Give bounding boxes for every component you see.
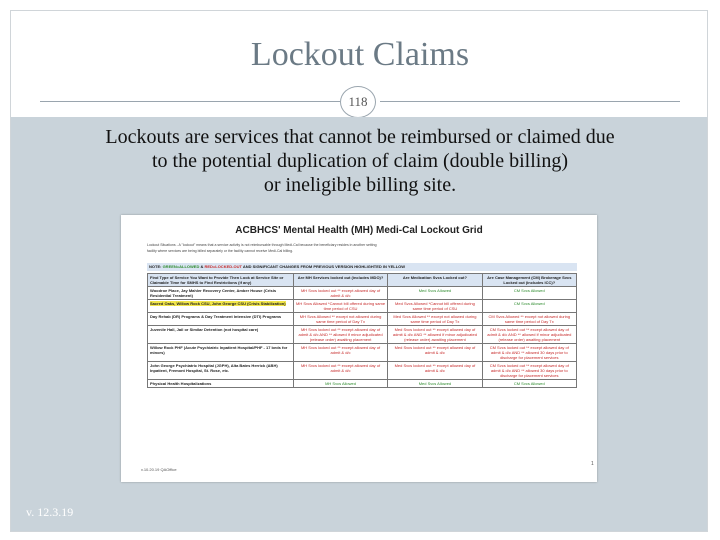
grid-cell-cm: CM Svcs locked out ** except allowed day of admit & d/c AND ** allowed if minor adjudicated (release order) awaiting placement xyxy=(482,326,576,344)
grid-cell-med: Med Svcs Allowed xyxy=(388,287,482,300)
grid-cell-mh: MH Svcs locked out ** except allowed day of admit & d/c AND ** allowed if minor adjudicated (release order) awaiting placement xyxy=(293,326,387,344)
grid-cell-site: Day Rehab (DR) Programs & Day Treatment Intensive (DTI) Programs xyxy=(148,313,294,326)
grid-note-amp: & xyxy=(199,264,205,269)
grid-cell-site: Juvenile Hall, Jail or Similar Detention (not hospital care) xyxy=(148,326,294,344)
grid-note xyxy=(147,263,577,271)
body-line-2: to the potential duplication of claim (double billing) xyxy=(151,150,568,172)
grid-cell-site: Woodroe Place, Jay Mahler Recovery Center, Amber House (Crisis Residential Treatment) xyxy=(148,287,294,300)
grid-note-prefix: NOTE: xyxy=(149,264,163,269)
grid-cell-mh: MH Svcs Allowed *Cannot bill offered during same time period of CSU xyxy=(293,300,387,313)
table-row xyxy=(148,380,577,388)
grid-table xyxy=(147,273,577,388)
grid-cell-med: Med Svcs Allowed *Cannot bill offered during same time period of CSU xyxy=(388,300,482,313)
grid-intro-line-1: Lockout Situations - A "lockout" means that a service activity is not reimbursable through Medi-Cal because the beneficiary resides in another setting xyxy=(147,243,377,247)
grid-col-header: Are MH Services locked out (includes MDO)? xyxy=(293,274,387,287)
grid-note-red: RED=LOCKED-OUT xyxy=(204,264,242,269)
grid-note-rest: AND SIGNIFICANT CHANGES FROM PREVIOUS VERSION HIGHLIGHTED IN YELLOW xyxy=(241,264,406,269)
table-row xyxy=(148,287,577,300)
grid-col-header: Find Type of Service You Want to Provide Then Look at Service Site or Claimable Time for SMHS to Find Restrictions (if any) xyxy=(148,274,294,287)
lockout-grid-image xyxy=(121,215,597,482)
grid-cell-med: Med Svcs Allowed ** except not allowed during same time period of Day Tx xyxy=(388,313,482,326)
table-row xyxy=(148,344,577,362)
grid-cell-site: Physical Health Hospitalizations xyxy=(148,380,294,388)
grid-cell-cm: CM Svcs Allowed xyxy=(482,380,576,388)
grid-title: ACBHCS' Mental Health (MH) Medi-Cal Lockout Grid xyxy=(235,225,483,236)
grid-intro-line-2: facility where services are being billed separately or the facility cannot receive Medi-Cal billing. xyxy=(147,249,294,253)
grid-cell-cm: CM Svcs locked out ** except allowed day of admit & d/c AND ** allowed 30 days prior to discharge for placement services xyxy=(482,362,576,380)
grid-cell-cm: CM Svcs Allowed ** except not allowed during same time period of Day Tx xyxy=(482,313,576,326)
grid-cell-mh: MH Svcs Allowed xyxy=(293,380,387,388)
grid-cell-site: Willow Rock PHF (Acute Psychiatric Inpatient Hospital/PHF - 17 beds for minors) xyxy=(148,344,294,362)
grid-cell-med: Med Svcs locked out ** except allowed day of admit & d/c AND ** allowed if minor adjudicated (release order) awaiting placement xyxy=(388,326,482,344)
table-row xyxy=(148,313,577,326)
body-line-1: Lockouts are services that cannot be reimbursed or claimed due xyxy=(105,126,615,148)
body-line-3: or ineligible billing site. xyxy=(263,174,457,196)
table-row xyxy=(148,362,577,380)
grid-cell-site xyxy=(148,300,294,313)
table-row xyxy=(148,326,577,344)
grid-cell-mh: MH Svcs locked out ** except allowed day of admit & d/c xyxy=(293,287,387,300)
grid-cell-site-text: Sacred Oaks, Willow Rock CSU, John George CSU (Crisis Stabilization) xyxy=(150,301,286,306)
title-rule-right xyxy=(380,101,680,102)
grid-cell-cm: CM Svcs locked out ** except allowed day of admit & d/c AND ** allowed 30 days prior to discharge for placement services xyxy=(482,344,576,362)
grid-cell-mh: MH Svcs locked out ** except allowed day of admit & d/c xyxy=(293,362,387,380)
footer-version: v. 12.3.19 xyxy=(26,505,74,519)
grid-cell-med: Med Svcs locked out ** except allowed day of admit & d/c xyxy=(388,344,482,362)
grid-cell-mh: MH Svcs locked out ** except allowed day of admit & d/c xyxy=(293,344,387,362)
page-number-badge: 118 xyxy=(340,86,376,118)
table-row xyxy=(148,300,577,313)
grid-page-number: 1 xyxy=(591,461,594,467)
grid-header-row xyxy=(148,274,577,287)
grid-col-header: Are Case Management (CM) Brokerage Svcs Locked out (includes ICC)? xyxy=(482,274,576,287)
body-text xyxy=(30,125,690,197)
grid-version: v.10.20.19 QAOffice xyxy=(141,467,177,472)
grid-cell-cm: CM Svcs Allowed xyxy=(482,287,576,300)
grid-cell-mh: MH Svcs Allowed ** except not allowed during same time period of Day Tx xyxy=(293,313,387,326)
grid-note-green: GREEN=ALLOWED xyxy=(162,264,200,269)
grid-cell-med: Med Svcs Allowed xyxy=(388,380,482,388)
grid-col-header: Are Medication Svcs Locked out? xyxy=(388,274,482,287)
grid-cell-cm: CM Svcs Allowed xyxy=(482,300,576,313)
grid-cell-med: Med Svcs locked out ** except allowed day of admit & d/c xyxy=(388,362,482,380)
title-rule-left xyxy=(40,101,340,102)
grid-cell-site: John George Psychiatric Hospital (JGPH), Alta Bates Herrick (ABH) Inpatient, Fremont Hospital, St. Rose, etc. xyxy=(148,362,294,380)
slide-title: Lockout Claims xyxy=(250,36,470,73)
